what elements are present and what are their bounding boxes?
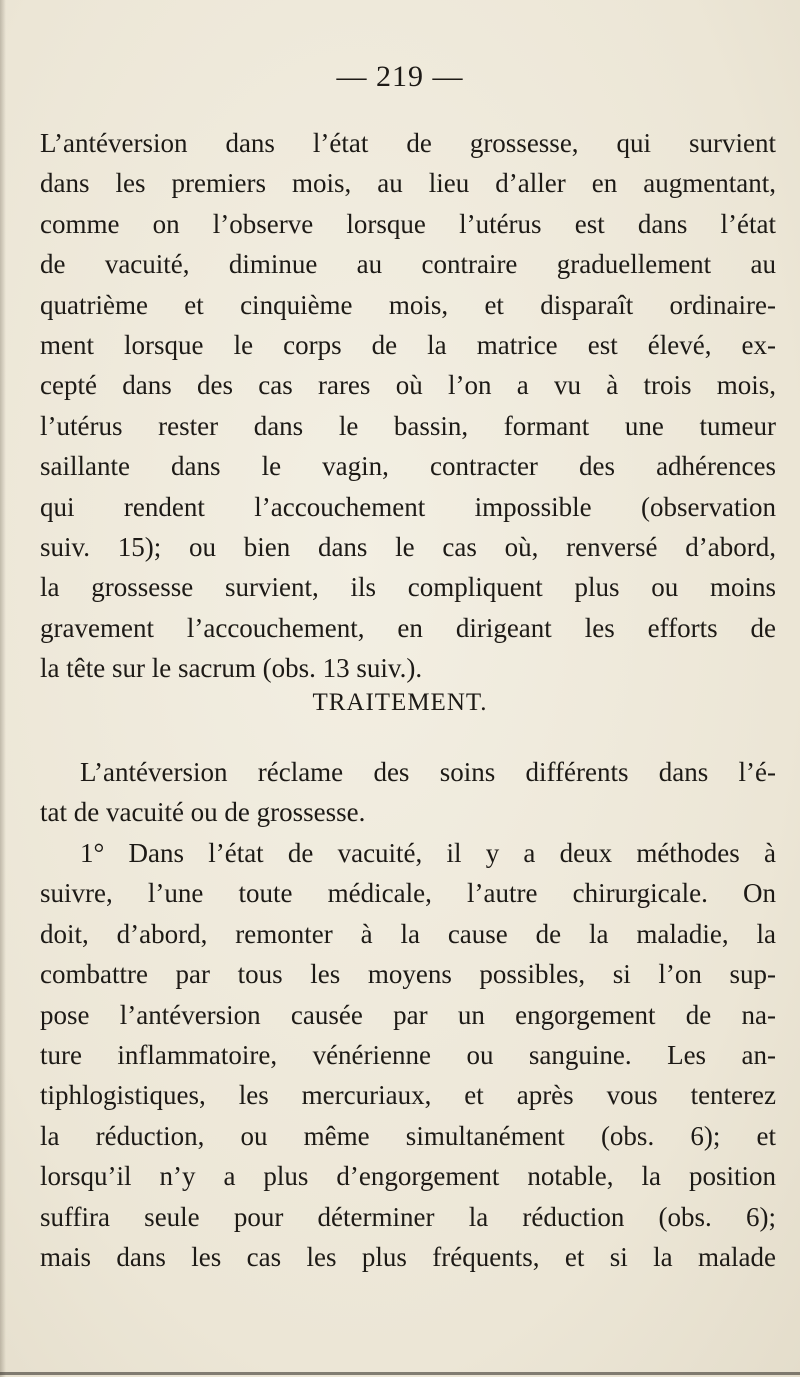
- page-number-header: — 219 —: [336, 60, 464, 93]
- text-line: qui rendent l’accouchement impossible (observation: [40, 491, 776, 522]
- text-line: mais dans les cas les plus fréquents, et si la malade: [40, 1241, 776, 1272]
- text-line: la tête sur le sacrum (obs. 13 suiv.).: [40, 653, 423, 684]
- page-bottom-edge: [0, 1372, 800, 1375]
- text-line: l’utérus rester dans le bassin, formant une tumeur: [40, 410, 776, 441]
- text-line: combattre par tous les moyens possibles, si l’on sup-: [40, 959, 776, 990]
- text-line: cepté dans des cas rares où l’on a vu à trois mois,: [40, 370, 776, 401]
- text-line: L’antéversion dans l’état de grossesse, qui survient: [40, 128, 776, 158]
- text-line: dans les premiers mois, au lieu d’aller en augmentant,: [40, 168, 776, 199]
- text-line: la grossesse survient, ils compliquent plus ou moins: [40, 572, 776, 603]
- text-line: la réduction, ou même simultanément (obs. 6); et: [40, 1120, 776, 1151]
- text-line: tiphlogistiques, les mercuriaux, et après vous tenterez: [40, 1080, 776, 1111]
- text-line: suivre, l’une toute médicale, l’autre chirurgicale. On: [40, 878, 776, 909]
- section-title: TRAITEMENT.: [312, 689, 488, 716]
- text-line: quatrième et cinquième mois, et disparaît ordinaire-: [40, 289, 776, 320]
- text-line: de vacuité, diminue au contraire graduellement au: [40, 249, 776, 280]
- text-line: tat de vacuité ou de grossesse.: [40, 797, 366, 828]
- paragraph-1: [40, 123, 776, 688]
- text-line: lorsqu’il n’y a plus d’engorgement notable, la position: [40, 1161, 776, 1192]
- text-line: doit, d’abord, remonter à la cause de la maladie, la: [40, 918, 776, 949]
- text-line: pose l’antéversion causée par un engorgement de na-: [40, 999, 776, 1030]
- text-line: gravement l’accouchement, en dirigeant les efforts de: [40, 612, 776, 643]
- text-line: ment lorsque le corps de la matrice est élevé, ex-: [40, 329, 776, 360]
- text-line: L’antéversion réclame des soins différents dans l’é-: [80, 757, 776, 787]
- text-line: 1° Dans l’état de vacuité, il y a deux méthodes à: [80, 838, 776, 868]
- text-line: suffira seule pour déterminer la réduction (obs. 6);: [40, 1201, 776, 1232]
- text-line: ture inflammatoire, vénérienne ou sanguine. Les an-: [40, 1039, 776, 1070]
- text-line: saillante dans le vagin, contracter des adhérences: [40, 451, 776, 482]
- paragraph-3: [40, 833, 776, 1277]
- paragraph-2: [40, 752, 776, 833]
- text-line: suiv. 15); ou bien dans le cas où, renversé d’abord,: [40, 531, 776, 562]
- text-line: comme on l’observe lorsque l’utérus est dans l’état: [40, 208, 776, 239]
